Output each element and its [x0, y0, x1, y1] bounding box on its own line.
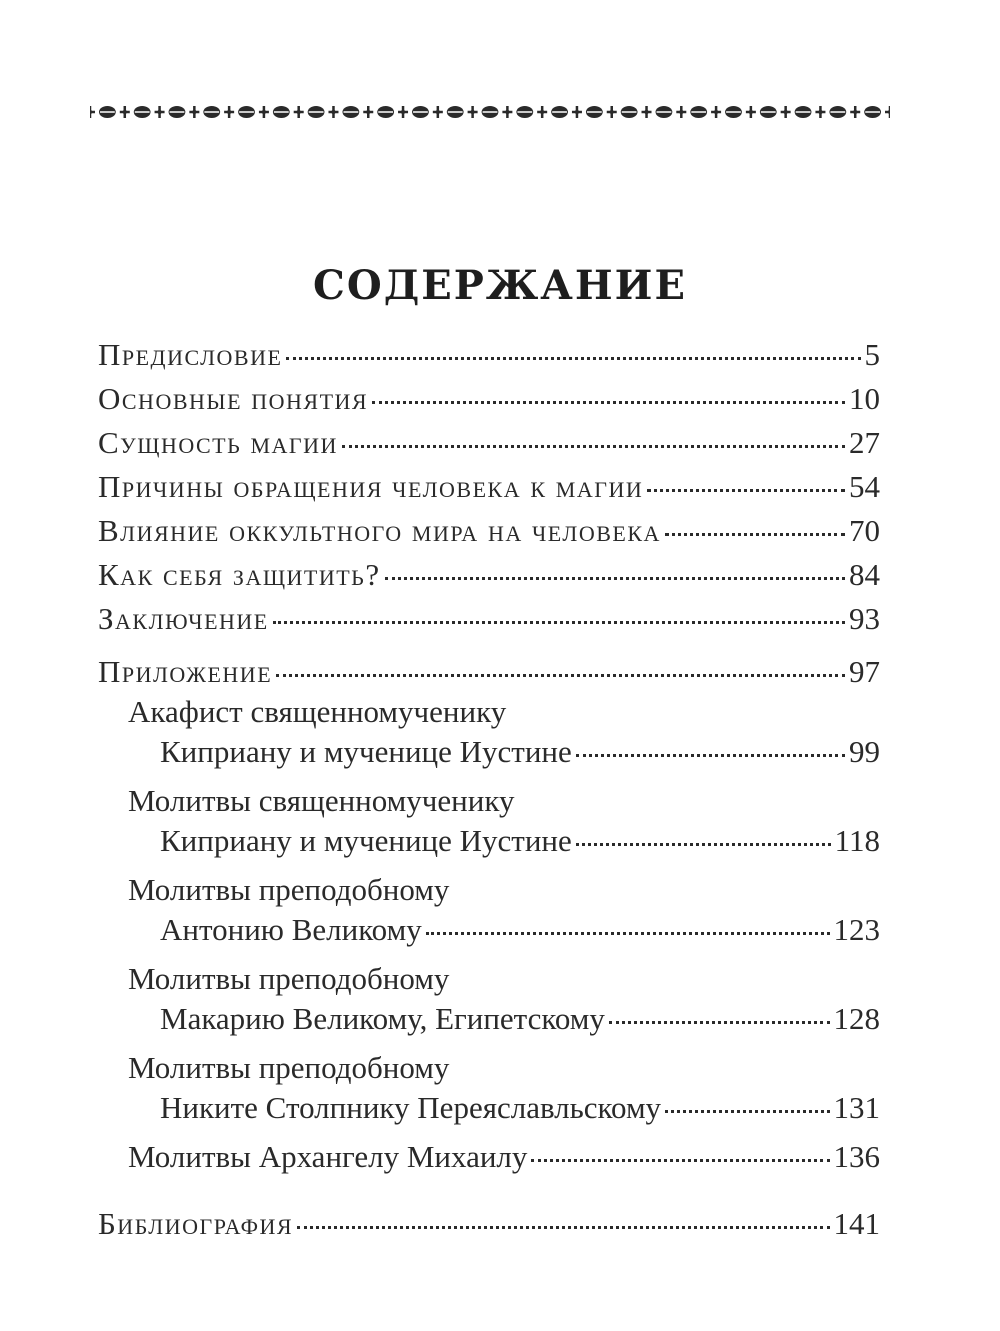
toc-page-number: 97 — [849, 654, 880, 689]
dot-leader — [576, 754, 845, 757]
toc-entry-label: Как себя защитить? — [98, 557, 381, 592]
dot-leader — [276, 674, 845, 677]
toc-entry-label: Приложение — [98, 654, 273, 689]
toc-page-number: 84 — [849, 557, 880, 592]
toc-entry-preface[interactable] — [98, 335, 880, 375]
toc-subentry-line1: Молитвы преподобному — [128, 961, 450, 996]
toc-subentry-line2: Макарию Великому, Египетскому — [160, 1001, 605, 1036]
toc-subentry-line2: Киприану и мученице Иустине — [160, 823, 572, 858]
dot-leader — [609, 1021, 830, 1024]
toc-entry-occult-influence[interactable] — [98, 511, 880, 551]
toc-page-number: 99 — [849, 734, 880, 769]
toc-entry-appendix[interactable] — [98, 652, 880, 692]
toc-page-number: 27 — [849, 425, 880, 460]
toc-entry-label: Причины обращения человека к магии — [98, 469, 644, 504]
dot-leader — [576, 843, 831, 846]
toc-subentry-prayers-nikita[interactable] — [98, 1048, 880, 1128]
dot-leader — [385, 577, 845, 580]
toc-entry-label: Сущность магии — [98, 425, 338, 460]
toc-page-number: 93 — [849, 601, 880, 636]
dot-leader — [342, 445, 845, 448]
toc-page-number: 5 — [864, 337, 880, 372]
toc-entry-conclusion[interactable] — [98, 599, 880, 639]
dot-leader — [372, 401, 845, 404]
toc-page-number: 128 — [833, 1001, 880, 1036]
toc-entry-label: Предисловие — [98, 337, 283, 372]
toc-entry-reasons[interactable] — [98, 467, 880, 507]
toc-entry-label: Молитвы Архангелу Михаилу — [128, 1139, 528, 1174]
toc-subentry-line1: Акафист священномученику — [128, 694, 507, 729]
toc-entry-essence-of-magic[interactable] — [98, 423, 880, 463]
dot-leader — [273, 621, 845, 624]
toc-subentry-line2: Антонию Великому — [160, 912, 422, 947]
dot-leader — [531, 1159, 829, 1162]
toc-subentry-line1: Молитвы преподобному — [128, 1050, 450, 1085]
toc-page-number: 123 — [833, 912, 880, 947]
toc-page-number: 131 — [833, 1090, 880, 1125]
dot-leader — [665, 1110, 829, 1113]
dot-leader — [297, 1226, 829, 1229]
dot-leader — [665, 533, 845, 536]
toc-entry-label: Заключение — [98, 601, 269, 636]
dot-leader — [426, 932, 830, 935]
toc-page-number: 54 — [849, 469, 880, 504]
dot-leader — [647, 489, 845, 492]
toc-subentry-line2: Киприану и мученице Иустине — [160, 734, 572, 769]
toc-page-number: 70 — [849, 513, 880, 548]
page-title: СОДЕРЖАНИЕ — [313, 262, 687, 309]
dot-leader — [286, 357, 860, 360]
toc-subentry-line2: Никите Столпнику Переяславльскому — [160, 1090, 662, 1125]
toc-entry-protection[interactable] — [98, 555, 880, 595]
toc-subentry-line1: Молитвы священномученику — [128, 783, 515, 818]
toc-subentry-akathist[interactable] — [98, 692, 880, 772]
decorative-border-ornament-icon — [90, 100, 890, 124]
toc-page-number: 136 — [833, 1139, 880, 1174]
toc-subentry-prayers-anthony[interactable] — [98, 870, 880, 950]
toc-subentry-prayers-cyprian[interactable] — [98, 781, 880, 861]
toc-entry-label: Основные понятия — [98, 381, 369, 416]
toc-entry-label: Влияние оккультного мира на человека — [98, 513, 661, 548]
toc-entry-basic-concepts[interactable] — [98, 379, 880, 419]
toc-entry-bibliography[interactable] — [98, 1204, 880, 1244]
table-of-contents — [98, 335, 880, 1244]
toc-entry-label: Библиография — [98, 1206, 294, 1241]
toc-subentry-prayers-macarius[interactable] — [98, 959, 880, 1039]
toc-subentry-prayers-michael[interactable] — [98, 1137, 880, 1177]
toc-page-number: 141 — [833, 1206, 880, 1241]
toc-page-number: 10 — [849, 381, 880, 416]
toc-page-number: 118 — [834, 823, 880, 858]
toc-subentry-line1: Молитвы преподобному — [128, 872, 450, 907]
